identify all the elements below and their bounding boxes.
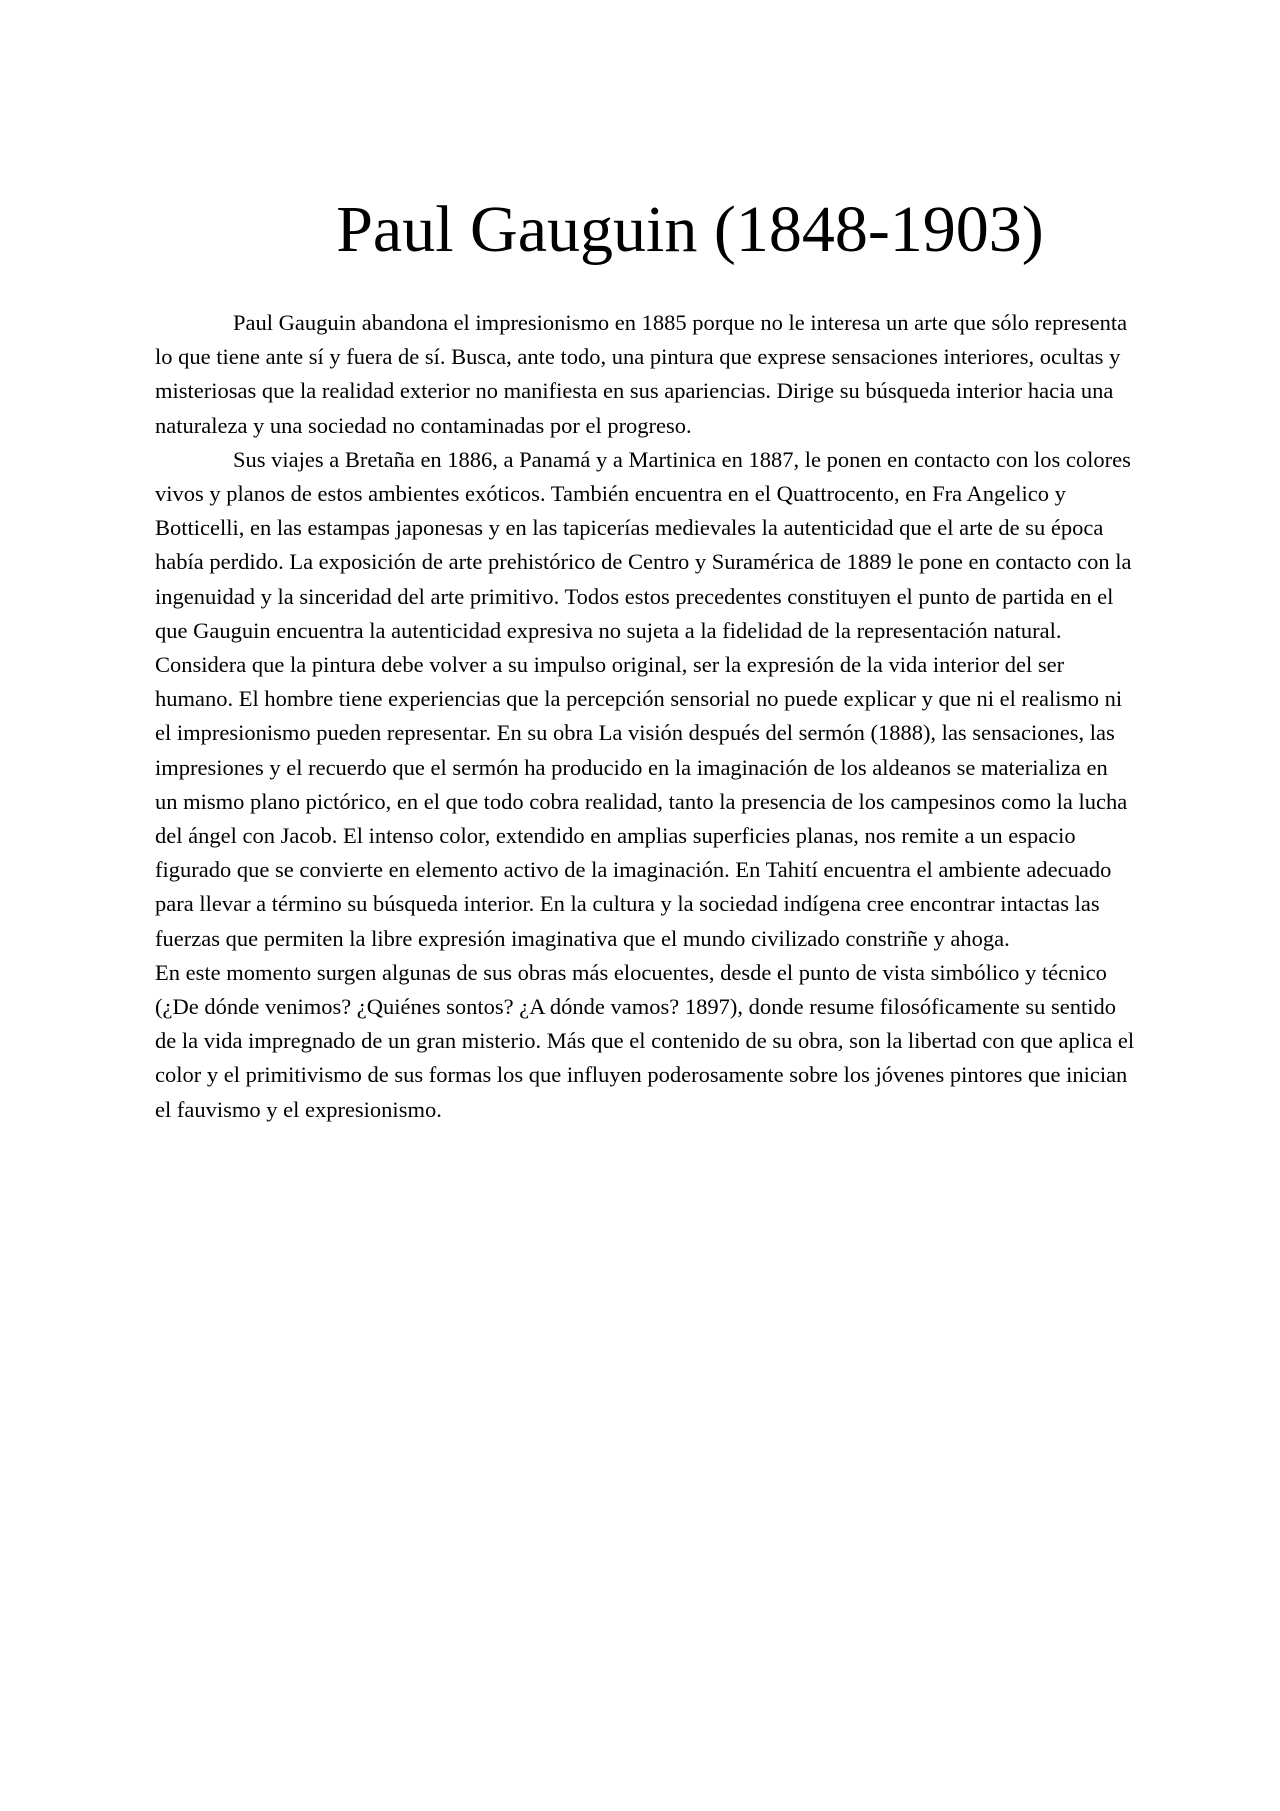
page-title: Paul Gauguin (1848-1903) xyxy=(336,193,1044,266)
paragraph-3: En este momento surgen algunas de sus obras más elocuentes, desde el punto de vista simbólico y técnico (¿De dónde venimos? ¿Quiénes sontos? ¿A dónde vamos? 1897), donde resume filosóficamente su sentido de la vida impregnado de un gran misterio. Más que el contenido de su obra, son la libertad con que aplica el color y el primitivismo de sus formas los que influyen poderosamente sobre los jóvenes pintores que inician el fauvismo y el expresionismo. xyxy=(155,959,1135,1122)
document-body xyxy=(155,306,1135,1127)
paragraph-2: Sus viajes a Bretaña en 1886, a Panamá y a Martinica en 1887, le ponen en contacto con los colores vivos y planos de estos ambientes exóticos. También encuentra en el Quattrocento, en Fra Angelico y Botticelli, en las estampas japonesas y en las tapicerías medievales la autenticidad que el arte de su época había perdido. La exposición de arte prehistórico de Centro y Suramérica de 1889 le pone en contacto con la ingenuidad y la sinceridad del arte primitivo. Todos estos precedentes constituyen el punto de partida en el que Gauguin encuentra la autenticidad expresiva no sujeta a la fidelidad de la representación natural. Considera que la pintura debe volver a su impulso original, ser la expresión de la vida interior del ser humano. El hombre tiene experiencias que la percepción sensorial no puede explicar y que ni el realismo ni el impresionismo pueden representar. En su obra La visión después del sermón (1888), las sensaciones, las impresiones y el recuerdo que el sermón ha producido en la imaginación de los aldeanos se materializa en un mismo plano pictórico, en el que todo cobra realidad, tanto la presencia de los campesinos como la lucha del ángel con Jacob. El intenso color, extendido en amplias superficies planas, nos remite a un espacio figurado que se convierte en elemento activo de la imaginación. En Tahití encuentra el ambiente adecuado para llevar a término su búsqueda interior. En la cultura y la sociedad indígena cree encontrar intactas las fuerzas que permiten la libre expresión imaginativa que el mundo civilizado constriñe y ahoga. xyxy=(155,446,1132,951)
paragraph-1: Paul Gauguin abandona el impresionismo en 1885 porque no le interesa un arte que sólo representa lo que tiene ante sí y fuera de sí. Busca, ante todo, una pintura que exprese sensaciones interiores, ocultas y misteriosas que la realidad exterior no manifiesta en sus apariencias. Dirige su búsqueda interior hacia una naturaleza y una sociedad no contaminadas por el progreso. xyxy=(155,310,1128,438)
